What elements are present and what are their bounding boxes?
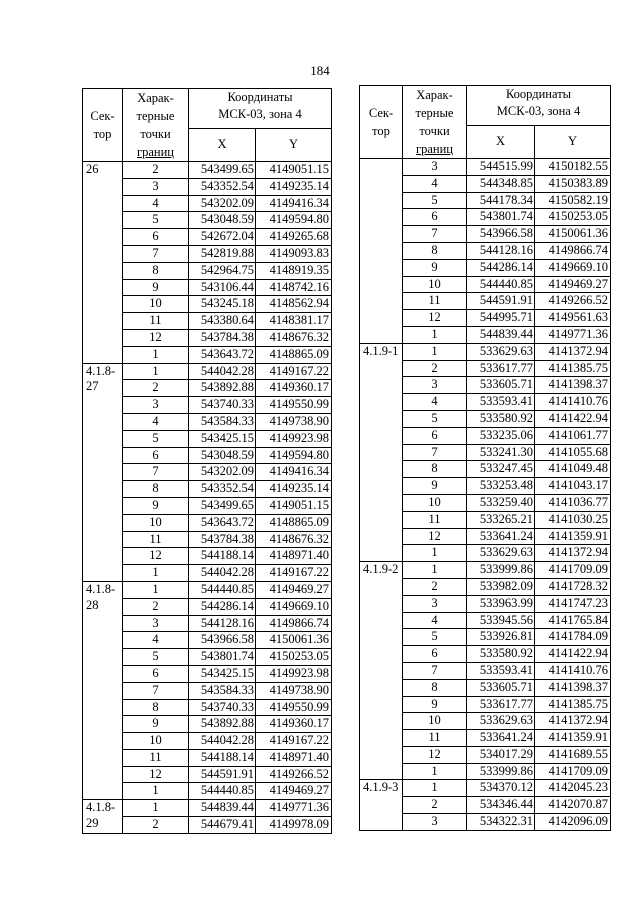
point-cell: 12	[403, 310, 467, 327]
point-cell: 11	[403, 730, 467, 747]
point-cell: 3	[403, 377, 467, 394]
y-cell: 4141359.91	[535, 528, 611, 545]
x-cell: 542964.75	[189, 262, 256, 279]
point-cell: 11	[123, 749, 189, 766]
header-y: Y	[535, 125, 611, 158]
point-cell: 4	[123, 632, 189, 649]
table-row	[360, 343, 611, 360]
x-cell: 543245.18	[189, 296, 256, 313]
point-cell: 6	[403, 427, 467, 444]
y-cell: 4149923.98	[256, 430, 332, 447]
x-cell: 543352.54	[189, 178, 256, 195]
header-points-line: точки	[140, 127, 171, 141]
y-cell: 4148971.40	[256, 548, 332, 565]
point-cell: 4	[123, 413, 189, 430]
point-cell: 2	[123, 162, 189, 179]
x-cell: 544042.28	[189, 363, 256, 380]
y-cell: 4141359.91	[535, 730, 611, 747]
y-cell: 4150061.36	[535, 226, 611, 243]
sector-label: 26	[86, 162, 99, 176]
point-cell: 8	[403, 679, 467, 696]
x-cell: 533580.92	[467, 410, 535, 427]
point-cell: 7	[403, 226, 467, 243]
header-points	[123, 89, 189, 162]
x-cell: 543784.38	[189, 531, 256, 548]
y-cell: 4141372.94	[535, 545, 611, 562]
y-cell: 4149469.27	[256, 783, 332, 800]
point-cell: 7	[123, 464, 189, 481]
sector-label: 4.1.9-1	[363, 343, 399, 358]
point-cell: 1	[403, 326, 467, 343]
y-cell: 4141385.75	[535, 696, 611, 713]
y-cell: 4148865.09	[256, 514, 332, 531]
header-points-line: точки	[419, 124, 450, 138]
point-cell: 4	[403, 612, 467, 629]
x-cell: 543740.33	[189, 699, 256, 716]
point-cell: 7	[403, 662, 467, 679]
x-cell: 533580.92	[467, 646, 535, 663]
header-points-line: Харак-	[416, 88, 453, 102]
y-cell: 4149416.34	[256, 195, 332, 212]
y-cell: 4149266.52	[535, 293, 611, 310]
point-cell: 1	[123, 800, 189, 817]
point-cell: 6	[123, 665, 189, 682]
x-cell: 543425.15	[189, 430, 256, 447]
x-cell: 543202.09	[189, 195, 256, 212]
point-cell: 12	[403, 528, 467, 545]
point-cell: 8	[403, 242, 467, 259]
x-cell: 534370.12	[467, 780, 535, 797]
header-sector	[360, 86, 403, 159]
point-cell: 9	[403, 696, 467, 713]
y-cell: 4149266.52	[256, 766, 332, 783]
sector-cell	[83, 363, 123, 581]
header-points	[403, 86, 467, 159]
x-cell: 543584.33	[189, 682, 256, 699]
point-cell: 5	[403, 629, 467, 646]
y-cell: 4141784.09	[535, 629, 611, 646]
y-cell: 4148742.16	[256, 279, 332, 296]
x-cell: 543643.72	[189, 346, 256, 363]
point-cell: 9	[123, 497, 189, 514]
x-cell: 543966.58	[467, 226, 535, 243]
table-row	[83, 581, 332, 598]
x-cell: 544591.91	[467, 293, 535, 310]
header-sector-line: Сек-	[368, 106, 394, 120]
point-cell: 10	[123, 733, 189, 750]
x-cell: 543784.38	[189, 329, 256, 346]
y-cell: 4149669.10	[535, 259, 611, 276]
x-cell: 544679.41	[189, 817, 256, 834]
x-cell: 534346.44	[467, 797, 535, 814]
y-cell: 4141043.17	[535, 478, 611, 495]
x-cell: 533259.40	[467, 494, 535, 511]
x-cell: 544128.16	[189, 615, 256, 632]
y-cell: 4141372.94	[535, 343, 611, 360]
point-cell: 1	[123, 581, 189, 598]
x-cell: 543499.65	[189, 497, 256, 514]
sector-cell	[360, 343, 403, 561]
header-x: X	[189, 128, 256, 161]
sector-label: 29	[86, 816, 99, 831]
sector-label: 27	[86, 379, 99, 394]
y-cell: 4141709.09	[535, 562, 611, 579]
x-cell: 544440.85	[189, 581, 256, 598]
y-cell: 4148676.32	[256, 329, 332, 346]
y-cell: 4149978.09	[256, 817, 332, 834]
table-row	[360, 780, 611, 797]
y-cell: 4141709.09	[535, 763, 611, 780]
point-cell: 7	[403, 444, 467, 461]
x-cell: 544440.85	[189, 783, 256, 800]
sector-label: 4.1.8-	[86, 363, 116, 378]
point-cell: 10	[403, 713, 467, 730]
point-cell: 5	[123, 649, 189, 666]
y-cell: 4150253.05	[535, 209, 611, 226]
x-cell: 542672.04	[189, 229, 256, 246]
y-cell: 4149669.10	[256, 598, 332, 615]
y-cell: 4149771.36	[256, 800, 332, 817]
x-cell: 533629.63	[467, 343, 535, 360]
point-cell: 1	[403, 545, 467, 562]
y-cell: 4150061.36	[256, 632, 332, 649]
x-cell: 533641.24	[467, 730, 535, 747]
sector-label: 4.1.8-	[86, 800, 116, 815]
sector-cell	[83, 800, 123, 834]
header-coordinates	[189, 89, 332, 129]
header-sector-line: тор	[372, 124, 390, 138]
point-cell: 12	[123, 548, 189, 565]
point-cell: 1	[403, 763, 467, 780]
x-cell: 543499.65	[189, 162, 256, 179]
point-cell: 2	[123, 598, 189, 615]
point-cell: 1	[403, 562, 467, 579]
x-cell: 543202.09	[189, 464, 256, 481]
x-cell: 544286.14	[189, 598, 256, 615]
y-cell: 4148676.32	[256, 531, 332, 548]
y-cell: 4149167.22	[256, 363, 332, 380]
point-cell: 3	[123, 397, 189, 414]
y-cell: 4150383.89	[535, 175, 611, 192]
point-cell: 1	[123, 363, 189, 380]
y-cell: 4141728.32	[535, 578, 611, 595]
header-y: Y	[256, 128, 332, 161]
page-number: 184	[310, 63, 330, 78]
y-cell: 4149469.27	[256, 581, 332, 598]
y-cell: 4149738.90	[256, 413, 332, 430]
point-cell: 3	[123, 178, 189, 195]
header-coordinates-line: Координаты	[505, 87, 572, 101]
x-cell: 543425.15	[189, 665, 256, 682]
x-cell: 543352.54	[189, 481, 256, 498]
table-row	[83, 363, 332, 380]
point-cell: 2	[123, 380, 189, 397]
y-cell: 4141410.76	[535, 662, 611, 679]
point-cell: 4	[403, 175, 467, 192]
x-cell: 533617.77	[467, 360, 535, 377]
y-cell: 4149051.15	[256, 497, 332, 514]
y-cell: 4141061.77	[535, 427, 611, 444]
point-cell: 1	[403, 780, 467, 797]
point-cell: 8	[403, 461, 467, 478]
y-cell: 4149923.98	[256, 665, 332, 682]
point-cell: 3	[403, 595, 467, 612]
x-cell: 544286.14	[467, 259, 535, 276]
y-cell: 4141036.77	[535, 494, 611, 511]
x-cell: 543643.72	[189, 514, 256, 531]
y-cell: 4148562.94	[256, 296, 332, 313]
point-cell: 9	[123, 716, 189, 733]
header-points-line: терные	[136, 109, 175, 123]
x-cell: 533253.48	[467, 478, 535, 495]
point-cell: 7	[123, 245, 189, 262]
point-cell: 2	[403, 360, 467, 377]
y-cell: 4149093.83	[256, 245, 332, 262]
y-cell: 4141422.94	[535, 646, 611, 663]
header-coordinates-line: Координаты	[227, 90, 293, 104]
point-cell: 5	[403, 410, 467, 427]
x-cell: 533593.41	[467, 662, 535, 679]
y-cell: 4149235.14	[256, 178, 332, 195]
x-cell: 543966.58	[189, 632, 256, 649]
y-cell: 4148865.09	[256, 346, 332, 363]
x-cell: 543892.88	[189, 380, 256, 397]
y-cell: 4141398.37	[535, 679, 611, 696]
header-sector-line: тор	[93, 127, 112, 141]
x-cell: 543048.59	[189, 447, 256, 464]
x-cell: 534322.31	[467, 814, 535, 831]
point-cell: 9	[403, 478, 467, 495]
y-cell: 4141410.76	[535, 394, 611, 411]
sector-label: 28	[86, 597, 99, 612]
sector-label: 4.1.9-2	[363, 562, 399, 577]
x-cell: 543048.59	[189, 212, 256, 229]
x-cell: 533999.86	[467, 562, 535, 579]
y-cell: 4149866.74	[256, 615, 332, 632]
point-cell: 11	[403, 293, 467, 310]
x-cell: 542819.88	[189, 245, 256, 262]
table-row	[360, 159, 611, 176]
x-cell: 544178.34	[467, 192, 535, 209]
x-cell: 533945.56	[467, 612, 535, 629]
header-points-line: границ	[416, 142, 453, 156]
point-cell: 6	[403, 209, 467, 226]
x-cell: 533629.63	[467, 545, 535, 562]
point-cell: 10	[123, 514, 189, 531]
y-cell: 4149866.74	[535, 242, 611, 259]
table-row	[83, 162, 332, 179]
x-cell: 533999.86	[467, 763, 535, 780]
y-cell: 4148919.35	[256, 262, 332, 279]
x-cell: 544188.14	[189, 749, 256, 766]
point-cell: 5	[123, 430, 189, 447]
y-cell: 4141385.75	[535, 360, 611, 377]
x-cell: 543740.33	[189, 397, 256, 414]
x-cell: 543380.64	[189, 313, 256, 330]
point-cell: 8	[123, 262, 189, 279]
point-cell: 8	[123, 481, 189, 498]
point-cell: 9	[403, 259, 467, 276]
y-cell: 4141030.25	[535, 511, 611, 528]
y-cell: 4141372.94	[535, 713, 611, 730]
y-cell: 4149550.99	[256, 397, 332, 414]
point-cell: 1	[123, 565, 189, 582]
x-cell: 544515.99	[467, 159, 535, 176]
point-cell: 10	[403, 494, 467, 511]
header-sector-line: Сек-	[90, 109, 115, 123]
header-points-line: границ	[137, 145, 174, 159]
sector-cell	[83, 581, 123, 799]
table-row	[360, 562, 611, 579]
table-row	[83, 800, 332, 817]
x-cell: 544839.44	[467, 326, 535, 343]
x-cell: 544188.14	[189, 548, 256, 565]
x-cell: 533963.99	[467, 595, 535, 612]
x-cell: 533241.30	[467, 444, 535, 461]
point-cell: 11	[123, 313, 189, 330]
point-cell: 2	[403, 578, 467, 595]
x-cell: 543106.44	[189, 279, 256, 296]
y-cell: 4148971.40	[256, 749, 332, 766]
y-cell: 4142096.09	[535, 814, 611, 831]
x-cell: 533593.41	[467, 394, 535, 411]
header-points-line: терные	[415, 106, 454, 120]
coordinates-table-left	[82, 88, 332, 834]
x-cell: 543801.74	[467, 209, 535, 226]
point-cell: 3	[403, 814, 467, 831]
point-cell: 8	[123, 699, 189, 716]
y-cell: 4141689.55	[535, 746, 611, 763]
point-cell: 2	[123, 817, 189, 834]
y-cell: 4142070.87	[535, 797, 611, 814]
point-cell: 10	[403, 276, 467, 293]
x-cell: 544348.85	[467, 175, 535, 192]
y-cell: 4141055.68	[535, 444, 611, 461]
y-cell: 4149771.36	[535, 326, 611, 343]
sector-label: 4.1.8-	[86, 581, 116, 596]
x-cell: 544440.85	[467, 276, 535, 293]
header-points-line: Харак-	[137, 91, 174, 105]
x-cell: 543801.74	[189, 649, 256, 666]
x-cell: 533641.24	[467, 528, 535, 545]
point-cell: 6	[403, 646, 467, 663]
sector-cell	[360, 159, 403, 344]
point-cell: 1	[123, 783, 189, 800]
y-cell: 4141049.48	[535, 461, 611, 478]
y-cell: 4149416.34	[256, 464, 332, 481]
y-cell: 4150253.05	[256, 649, 332, 666]
sector-cell	[360, 780, 403, 830]
sector-label: 4.1.9-3	[363, 780, 399, 795]
y-cell: 4141398.37	[535, 377, 611, 394]
point-cell: 5	[403, 192, 467, 209]
x-cell: 533605.71	[467, 679, 535, 696]
y-cell: 4150182.55	[535, 159, 611, 176]
y-cell: 4149594.80	[256, 447, 332, 464]
y-cell: 4141422.94	[535, 410, 611, 427]
x-cell: 533605.71	[467, 377, 535, 394]
header-x: X	[467, 125, 535, 158]
x-cell: 534017.29	[467, 746, 535, 763]
point-cell: 2	[403, 797, 467, 814]
y-cell: 4149051.15	[256, 162, 332, 179]
point-cell: 1	[123, 346, 189, 363]
header-coordinates-line: МСК-03, зона 4	[496, 104, 581, 118]
y-cell: 4141747.23	[535, 595, 611, 612]
header-coordinates	[467, 86, 611, 126]
x-cell: 544128.16	[467, 242, 535, 259]
x-cell: 544995.71	[467, 310, 535, 327]
y-cell: 4150582.19	[535, 192, 611, 209]
point-cell: 11	[123, 531, 189, 548]
y-cell: 4142045.23	[535, 780, 611, 797]
x-cell: 544839.44	[189, 800, 256, 817]
x-cell: 533235.06	[467, 427, 535, 444]
y-cell: 4149561.63	[535, 310, 611, 327]
point-cell: 5	[123, 212, 189, 229]
x-cell: 544042.28	[189, 565, 256, 582]
y-cell: 4149360.17	[256, 380, 332, 397]
header-coordinates-line: МСК-03, зона 4	[218, 107, 302, 121]
x-cell: 533982.09	[467, 578, 535, 595]
sector-cell	[360, 562, 403, 780]
x-cell: 533265.21	[467, 511, 535, 528]
point-cell: 1	[403, 343, 467, 360]
x-cell: 533926.81	[467, 629, 535, 646]
point-cell: 4	[123, 195, 189, 212]
x-cell: 543584.33	[189, 413, 256, 430]
coordinates-table-right	[359, 85, 611, 831]
point-cell: 12	[123, 329, 189, 346]
point-cell: 10	[123, 296, 189, 313]
y-cell: 4149738.90	[256, 682, 332, 699]
x-cell: 533247.45	[467, 461, 535, 478]
sector-cell	[83, 162, 123, 364]
y-cell: 4149167.22	[256, 565, 332, 582]
point-cell: 11	[403, 511, 467, 528]
y-cell: 4148381.17	[256, 313, 332, 330]
point-cell: 12	[123, 766, 189, 783]
y-cell: 4149360.17	[256, 716, 332, 733]
header-sector	[83, 89, 123, 162]
y-cell: 4149594.80	[256, 212, 332, 229]
point-cell: 6	[123, 447, 189, 464]
y-cell: 4141765.84	[535, 612, 611, 629]
point-cell: 9	[123, 279, 189, 296]
x-cell: 544591.91	[189, 766, 256, 783]
y-cell: 4149235.14	[256, 481, 332, 498]
point-cell: 7	[123, 682, 189, 699]
point-cell: 3	[403, 159, 467, 176]
point-cell: 4	[403, 394, 467, 411]
point-cell: 12	[403, 746, 467, 763]
y-cell: 4149550.99	[256, 699, 332, 716]
x-cell: 533629.63	[467, 713, 535, 730]
x-cell: 533617.77	[467, 696, 535, 713]
y-cell: 4149167.22	[256, 733, 332, 750]
y-cell: 4149469.27	[535, 276, 611, 293]
point-cell: 3	[123, 615, 189, 632]
point-cell: 6	[123, 229, 189, 246]
y-cell: 4149265.68	[256, 229, 332, 246]
x-cell: 544042.28	[189, 733, 256, 750]
x-cell: 543892.88	[189, 716, 256, 733]
